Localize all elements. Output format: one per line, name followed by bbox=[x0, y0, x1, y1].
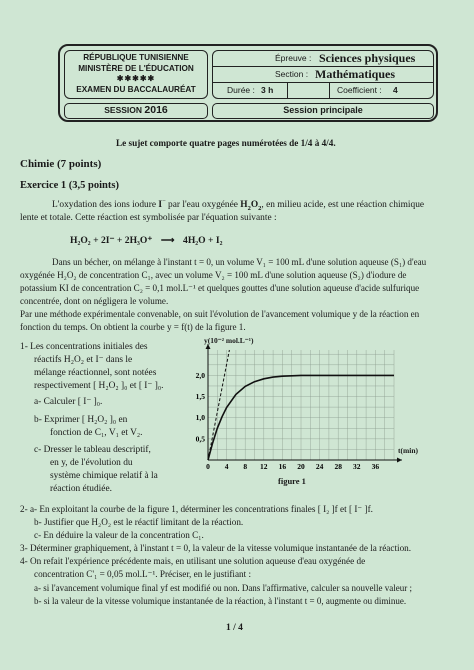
exam-header bbox=[58, 44, 438, 122]
equation-rhs: 4H₂O + I₂ bbox=[183, 235, 223, 246]
exam-name: EXAMEN DU BACCALAURÉAT bbox=[76, 84, 196, 94]
q1-line1: 1- Les concentrations initiales des bbox=[20, 342, 148, 352]
x-tick-label: 36 bbox=[371, 462, 380, 471]
q4-line1: 4- On refait l'expérience précédente mais, en utilisant une solution aqueuse d'eau oxygénée de bbox=[20, 556, 366, 566]
republic-text: RÉPUBLIQUE TUNISIENNE bbox=[83, 53, 189, 62]
section-label: Section : bbox=[275, 69, 309, 79]
section-value: Mathématiques bbox=[315, 67, 395, 81]
header-details bbox=[212, 50, 434, 99]
para2-line2: oxygénée H₂O₂ de concentration C₁, avec un volume V₂ = 100 mL d'une solution aqueuse (S₂) d'iodure de bbox=[20, 270, 407, 280]
coef-label: Coefficient : bbox=[337, 85, 382, 95]
q4-line2: concentration C'₁ = 0,05 mol.L⁻¹. Préciser, en le justifiant : bbox=[34, 569, 252, 579]
q1-b2: fonction de C₁, V₁ et V₂. bbox=[50, 428, 143, 438]
q1-line2: réactifs H₂O₂ et I⁻ dans le bbox=[34, 355, 133, 365]
q3: 3- Déterminer graphiquement, à l'instant t = 0, la valeur de la vitesse volumique instantanée de la réaction. bbox=[20, 543, 412, 553]
x-tick-label: 0 bbox=[206, 462, 210, 471]
para2-line3: potassium KI de concentration C₂ = 0,1 mol.L⁻¹ et quelques gouttes d'une solution aqueuse d'acide sulfurique bbox=[20, 283, 420, 293]
para1-line2: lente et totale. Cette réaction est symbolisée par l'équation suivante : bbox=[20, 213, 277, 223]
q1-c1: c- Dresser le tableau descriptif, bbox=[34, 445, 151, 455]
x-tick-label: 24 bbox=[315, 462, 324, 471]
stars-text: ✱✱✱✱✱ bbox=[116, 74, 156, 83]
epreuve-value: Sciences physiques bbox=[319, 51, 416, 65]
chart-svg bbox=[186, 336, 444, 502]
x-tick-label: 16 bbox=[278, 462, 287, 471]
q2-b: b- Justifier que H₂O₂ est le réactif limitant de la réaction. bbox=[34, 517, 244, 527]
session-label: SESSION bbox=[104, 105, 143, 115]
equation bbox=[70, 235, 223, 247]
header-institution bbox=[64, 50, 208, 99]
exercice-title: Exercice 1 (3,5 points) bbox=[20, 180, 119, 191]
page-number: 1 / 4 bbox=[226, 623, 243, 633]
chart-ylabel: y(10⁻² mol.L⁻¹) bbox=[204, 336, 254, 345]
intro-text: Le sujet comporte quatre pages numérotées de 1/4 à 4/4. bbox=[116, 138, 336, 148]
epreuve-label: Épreuve : bbox=[275, 53, 312, 63]
x-tick-label: 8 bbox=[243, 462, 248, 471]
q1-line4: respectivement [ H₂O₂ ]₀ et [ I⁻ ]₀. bbox=[34, 381, 164, 391]
y-tick-label: 2,0 bbox=[195, 370, 205, 380]
duree-label: Durée : bbox=[227, 85, 255, 95]
duree-value: 3 h bbox=[261, 85, 274, 95]
y-tick-label: 0,5 bbox=[195, 434, 205, 444]
equation-lhs: H₂O₂ + 2I⁻ + 2H₃O⁺ bbox=[70, 235, 153, 246]
q1-c3: système chimique relatif à la bbox=[50, 471, 158, 481]
session-type: Session principale bbox=[212, 103, 434, 119]
figure-1-chart bbox=[186, 336, 444, 502]
q1-line3: mélange réactionnel, sont notées bbox=[34, 368, 157, 378]
x-tick-label: 4 bbox=[224, 462, 229, 471]
ministry-text: MINISTÈRE DE L'ÉDUCATION bbox=[78, 63, 194, 73]
q4-a: a- si l'avancement volumique final yf est modifié ou non. Dans l'affirmative, calculer sa nouvelle valeur ; bbox=[34, 583, 412, 593]
session-year: 2016 bbox=[144, 104, 168, 116]
chart-title: figure 1 bbox=[278, 476, 306, 486]
q1-c4: réaction étudiée. bbox=[50, 484, 112, 494]
para2-line4: concentrée, dont on négligera le volume. bbox=[20, 296, 169, 306]
x-tick-label: 32 bbox=[353, 462, 361, 471]
para2-line5: Par une méthode expérimentale convenable, on suit l'évolution de l'avancement volumique y de la réaction en bbox=[20, 309, 420, 319]
session-box bbox=[64, 103, 208, 119]
q1-b1: b- Exprimer [ H₂O₂ ]₀ en bbox=[34, 415, 128, 425]
para2-line1: Dans un bécher, on mélange à l'instant t = 0, un volume V₁ = 100 mL d'une solution aqueuse (S₁) d'eau bbox=[52, 257, 427, 267]
x-tick-label: 20 bbox=[297, 462, 305, 471]
q1-a: a- Calculer [ I⁻ ]₀. bbox=[34, 397, 103, 407]
arrow-icon: ⟶ bbox=[160, 235, 175, 246]
chimie-title: Chimie (7 points) bbox=[20, 158, 102, 170]
q2-a: 2- a- En exploitant la courbe de la figure 1, déterminer les concentrations finales [ I₂ ]f et [ I⁻ ]f. bbox=[20, 504, 373, 514]
x-tick-label: 12 bbox=[260, 462, 268, 471]
x-tick-label: 28 bbox=[334, 462, 342, 471]
tangent-line bbox=[208, 350, 229, 460]
y-tick-label: 1,5 bbox=[195, 392, 205, 402]
y-tick-label: 1,0 bbox=[195, 413, 205, 423]
para2-line6: fonction du temps. On obtient la courbe y = f(t) de la figure 1. bbox=[20, 322, 246, 332]
para1-line1: L'oxydation des ions iodure I− par l'eau oxygénée $H_2O_2$, en milieu acide, est une réaction chimique bbox=[52, 197, 425, 212]
chart-xlabel: t(min) bbox=[398, 446, 418, 455]
q2-c: c- En déduire la valeur de la concentration C₁. bbox=[34, 530, 204, 540]
q4-b: b- si la valeur de la vitesse volumique instantanée de la réaction, à l'instant t = 0, augmente ou diminue. bbox=[34, 596, 407, 606]
coef-value: 4 bbox=[393, 85, 398, 95]
x-axis-arrow bbox=[397, 458, 402, 463]
q1-c2: en y, de l'évolution du bbox=[50, 458, 133, 468]
